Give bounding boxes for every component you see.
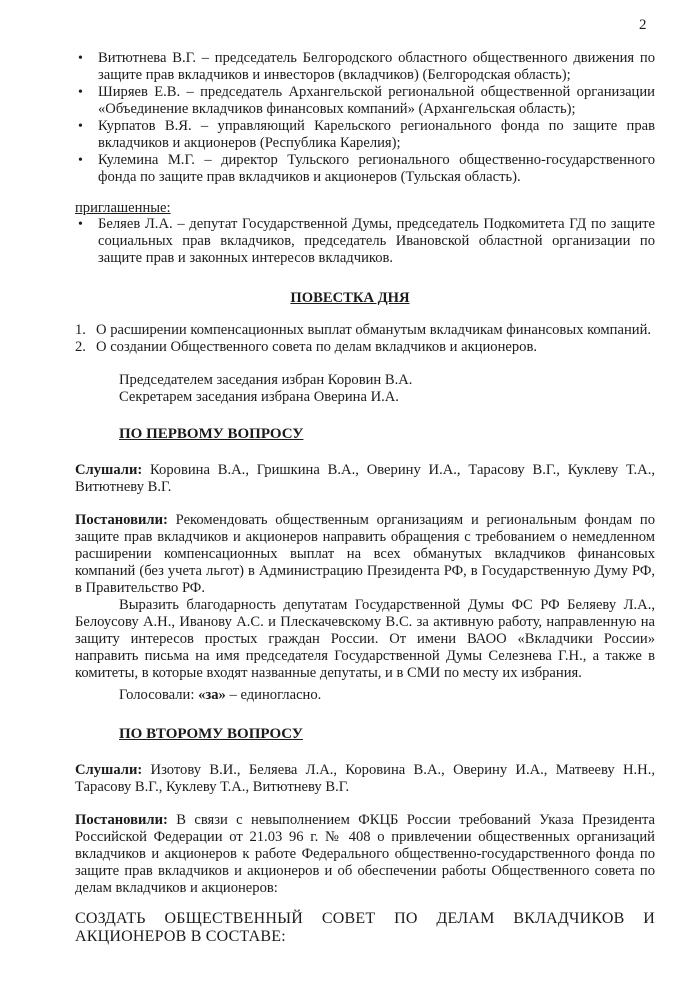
resolved-text: Рекомендовать общественным организациям и региональным фондам по защите прав вкладчиков и акционеров направить обращения с требованием о немедленном расширении компенсационных выплат на всех обманутых вкладчиков финансовых компаний (без учета льгот) в Администрацию Президента РФ, в Государственную Думу РФ, в Правительство РФ. <box>75 512 655 596</box>
heard-text: Изотову В.И., Беляева Л.А., Коровина В.А., Оверину И.А., Матвееву Н.Н., Тарасову В.Г., Куклеву Т.А., Витютневу В.Г. <box>75 762 655 795</box>
members-list <box>75 50 655 186</box>
gratitude-paragraph: Выразить благодарность депутатам Государственной Думы ФС РФ Беляеву Л.А., Белоусову А.Н., Иванову А.С. и Плескачевскому В.С. за активную работу, направленную на защиту интересов простых граждан России. От имени ВАОО «Вкладчики России» направить письма на имя председателя Государственной Думы Селезнева Г.Н., а также в комитеты, в которые входят названные депутаты, и в СМИ по месту их избрания. <box>75 597 655 681</box>
invited-label: приглашенные: <box>75 200 171 216</box>
agenda-title: ПОВЕСТКА ДНЯ <box>290 290 410 306</box>
heard-label: Слушали: <box>75 762 143 778</box>
second-question-resolved <box>75 812 655 897</box>
second-question-heading: ПО ВТОРОМУ ВОПРОСУ <box>119 726 303 742</box>
list-item: • Кулемина М.Г. – директор Тульского регионального общественно-государственного фонда по защите прав вкладчиков и акционеров (Тульская область). <box>75 152 655 186</box>
list-item: • Ширяев Е.В. – председатель Архангельской региональной общественной организации «Объединение вкладчиков финансовых компаний» (Архангельская область); <box>75 84 655 118</box>
resolved-text: В связи с невыполнением ФКЦБ России требований Указа Президента Российской Федерации от 21.03 96 г. № 408 о привлечении общественных организаций вкладчиков и акционеров к работе Федерального общественно-государственного фонда по защите прав вкладчиков и акционеров и об обеспечении работы Общественного совета по делам вкладчиков и акционеров: <box>75 812 655 896</box>
agenda-item <box>75 339 665 356</box>
agenda-item-number: 2. <box>75 339 86 355</box>
first-question-heard <box>75 462 655 496</box>
vote-line <box>119 687 321 704</box>
invited-list <box>75 216 655 267</box>
agenda-item-number: 1. <box>75 322 86 338</box>
first-question-resolved <box>75 512 655 682</box>
vote-for: «за» <box>198 687 226 703</box>
list-item: • Курпатов В.Я. – управляющий Карельского регионального фонда по защите прав вкладчиков и акционеров (Республика Карелия); <box>75 118 655 152</box>
agenda-item <box>75 322 665 339</box>
second-question-heard <box>75 762 655 796</box>
list-item: • Беляев Л.А. – депутат Государственной Думы, председатель Подкомитета ГД по защите социальных прав вкладчиков, председатель Ивановской областной организации по защите прав и законных интересов вкладчиков. <box>75 216 655 267</box>
agenda-item-text: О создании Общественного совета по делам вкладчиков и акционеров. <box>96 339 538 355</box>
heard-text: Коровина В.А., Гришкина В.А., Оверину И.А., Тарасову В.Г., Куклеву Т.А., Витютневу В.Г. <box>75 462 655 495</box>
secretary-line: Секретарем заседания избрана Оверина И.А. <box>119 389 399 405</box>
first-question-heading: ПО ПЕРВОМУ ВОПРОСУ <box>119 426 304 442</box>
agenda-item-text: О расширении компенсационных выплат обманутым вкладчикам финансовых компаний. <box>96 322 652 338</box>
resolved-label: Постановили: <box>75 812 168 828</box>
resolved-label: Постановили: <box>75 512 168 528</box>
vote-prefix: Голосовали: <box>119 687 199 703</box>
heard-label: Слушали: <box>75 462 143 478</box>
chair-block <box>119 372 619 406</box>
chair-line: Председателем заседания избран Коровин В.А. <box>119 372 413 388</box>
create-council-heading: СОЗДАТЬ ОБЩЕСТВЕННЫЙ СОВЕТ ПО ДЕЛАМ ВКЛАДЧИКОВ И АКЦИОНЕРОВ В СОСТАВЕ: <box>75 910 655 945</box>
page-number: 2 <box>639 17 647 33</box>
vote-suffix: – единогласно. <box>225 687 322 703</box>
agenda-list <box>75 322 665 356</box>
list-item: • Витютнева В.Г. – председатель Белгородского областного общественного движения по защите прав вкладчиков и инвесторов (вкладчиков) (Белгородская область); <box>75 50 655 84</box>
